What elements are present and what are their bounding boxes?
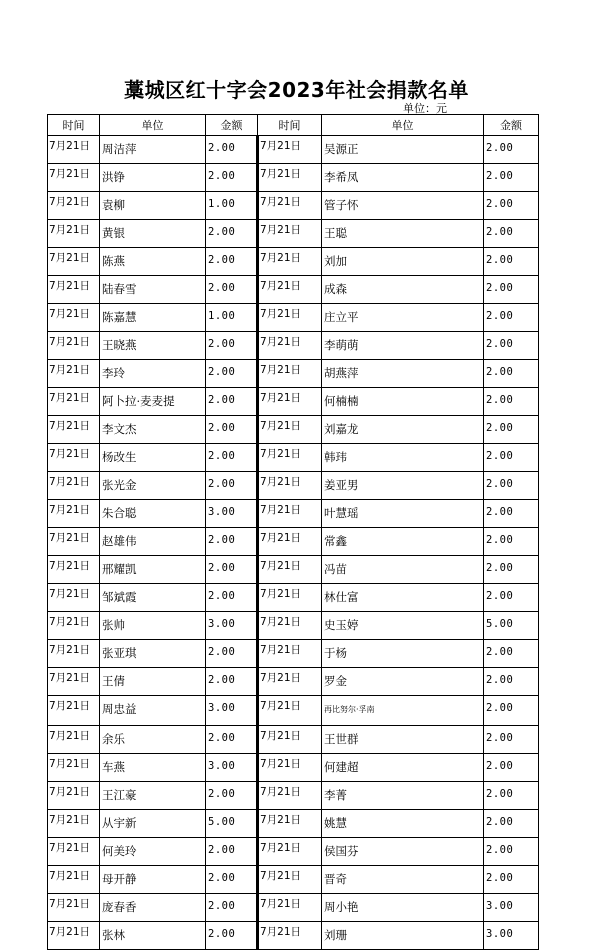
date-cell: 7月21日 [258, 528, 322, 556]
donor-cell: 韩玮 [322, 444, 484, 472]
amount-cell: 2.00 [206, 838, 258, 866]
date-cell: 7月21日 [48, 726, 100, 754]
table-row [48, 810, 539, 838]
donor-cell: 管子怀 [322, 192, 484, 220]
date-cell: 7月21日 [258, 444, 322, 472]
unit-note: 单位：元 [403, 102, 447, 115]
donor-cell: 刘珊 [322, 922, 484, 950]
donor-cell: 成森 [322, 276, 484, 304]
amount-cell: 2.00 [206, 472, 258, 500]
amount-cell: 3.00 [206, 754, 258, 782]
donor-cell: 母开静 [100, 866, 206, 894]
amount-cell: 2.00 [484, 220, 539, 248]
amount-cell: 2.00 [206, 922, 258, 950]
amount-cell: 2.00 [206, 584, 258, 612]
table-row [48, 472, 539, 500]
donor-cell: 余乐 [100, 726, 206, 754]
page-title: 藁城区红十字会2023年社会捐款名单 [124, 78, 469, 102]
header-amount: 金额 [206, 115, 258, 136]
donor-cell: 张帅 [100, 612, 206, 640]
date-cell: 7月21日 [258, 922, 322, 950]
donor-cell: 罗金 [322, 668, 484, 696]
amount-cell: 2.00 [206, 220, 258, 248]
donor-cell: 黄银 [100, 220, 206, 248]
amount-cell: 2.00 [206, 136, 258, 164]
donor-cell: 张光金 [100, 472, 206, 500]
date-cell: 7月21日 [48, 500, 100, 528]
date-cell: 7月21日 [48, 388, 100, 416]
donor-cell: 姚慧 [322, 810, 484, 838]
date-cell: 7月21日 [258, 612, 322, 640]
table-row [48, 220, 539, 248]
donor-cell: 李希凤 [322, 164, 484, 192]
table-row [48, 444, 539, 472]
date-cell: 7月21日 [48, 136, 100, 164]
donor-cell: 再比努尔·孚南 [322, 696, 484, 726]
donor-cell: 庞春香 [100, 894, 206, 922]
date-cell: 7月21日 [48, 754, 100, 782]
amount-cell: 2.00 [484, 276, 539, 304]
amount-cell: 2.00 [484, 304, 539, 332]
donor-cell: 赵雄伟 [100, 528, 206, 556]
donor-cell: 邹斌霞 [100, 584, 206, 612]
date-cell: 7月21日 [48, 360, 100, 388]
date-cell: 7月21日 [258, 332, 322, 360]
amount-cell: 2.00 [206, 668, 258, 696]
header-amount: 金额 [484, 115, 539, 136]
table-row [48, 276, 539, 304]
donor-cell: 姜亚男 [322, 472, 484, 500]
table-row [48, 500, 539, 528]
amount-cell: 2.00 [484, 360, 539, 388]
amount-cell: 2.00 [484, 500, 539, 528]
donor-cell: 常鑫 [322, 528, 484, 556]
date-cell: 7月21日 [258, 866, 322, 894]
date-cell: 7月21日 [48, 838, 100, 866]
header-donor: 单位 [100, 115, 206, 136]
amount-cell: 2.00 [206, 164, 258, 192]
date-cell: 7月21日 [48, 276, 100, 304]
date-cell: 7月21日 [48, 894, 100, 922]
donor-cell: 李文杰 [100, 416, 206, 444]
table-row [48, 584, 539, 612]
date-cell: 7月21日 [48, 922, 100, 950]
table-row [48, 668, 539, 696]
date-cell: 7月21日 [258, 640, 322, 668]
date-cell: 7月21日 [258, 416, 322, 444]
donor-cell: 杨改生 [100, 444, 206, 472]
table-row [48, 866, 539, 894]
donor-cell: 王世群 [322, 726, 484, 754]
donor-cell: 从宇新 [100, 810, 206, 838]
table-row [48, 360, 539, 388]
date-cell: 7月21日 [48, 472, 100, 500]
amount-cell: 2.00 [484, 192, 539, 220]
date-cell: 7月21日 [258, 276, 322, 304]
date-cell: 7月21日 [48, 248, 100, 276]
amount-cell: 2.00 [206, 332, 258, 360]
donor-cell: 周洁萍 [100, 136, 206, 164]
date-cell: 7月21日 [258, 472, 322, 500]
date-cell: 7月21日 [258, 838, 322, 866]
table-row [48, 894, 539, 922]
date-cell: 7月21日 [48, 416, 100, 444]
date-cell: 7月21日 [258, 360, 322, 388]
amount-cell: 2.00 [206, 528, 258, 556]
table-row [48, 304, 539, 332]
date-cell: 7月21日 [258, 696, 322, 726]
amount-cell: 2.00 [484, 810, 539, 838]
amount-cell: 3.00 [206, 612, 258, 640]
amount-cell: 5.00 [484, 612, 539, 640]
date-cell: 7月21日 [258, 584, 322, 612]
table-row [48, 726, 539, 754]
donor-cell: 何建超 [322, 754, 484, 782]
donor-cell: 何楠楠 [322, 388, 484, 416]
date-cell: 7月21日 [258, 894, 322, 922]
donor-cell: 陆春雪 [100, 276, 206, 304]
date-cell: 7月21日 [258, 192, 322, 220]
date-cell: 7月21日 [258, 668, 322, 696]
donor-cell: 何美玲 [100, 838, 206, 866]
date-cell: 7月21日 [258, 782, 322, 810]
date-cell: 7月21日 [48, 584, 100, 612]
date-cell: 7月21日 [258, 220, 322, 248]
donor-cell: 王晓燕 [100, 332, 206, 360]
donor-cell: 刘加 [322, 248, 484, 276]
amount-cell: 2.00 [206, 444, 258, 472]
table-row [48, 528, 539, 556]
date-cell: 7月21日 [48, 332, 100, 360]
amount-cell: 2.00 [484, 668, 539, 696]
amount-cell: 2.00 [206, 726, 258, 754]
date-cell: 7月21日 [48, 556, 100, 584]
table-row [48, 782, 539, 810]
donor-cell: 陈燕 [100, 248, 206, 276]
date-cell: 7月21日 [48, 866, 100, 894]
table-row [48, 192, 539, 220]
donation-table [47, 114, 539, 950]
donor-cell: 张林 [100, 922, 206, 950]
date-cell: 7月21日 [258, 810, 322, 838]
donor-cell: 阿卜拉·麦麦提 [100, 388, 206, 416]
donor-cell: 李玲 [100, 360, 206, 388]
table-row [48, 556, 539, 584]
donor-cell: 洪铮 [100, 164, 206, 192]
donor-cell: 周小艳 [322, 894, 484, 922]
donor-cell: 车燕 [100, 754, 206, 782]
donor-cell: 胡燕萍 [322, 360, 484, 388]
date-cell: 7月21日 [258, 726, 322, 754]
amount-cell: 2.00 [484, 754, 539, 782]
donor-cell: 吴源正 [322, 136, 484, 164]
amount-cell: 2.00 [206, 782, 258, 810]
amount-cell: 2.00 [206, 556, 258, 584]
donor-cell: 叶慧瑶 [322, 500, 484, 528]
amount-cell: 2.00 [484, 332, 539, 360]
amount-cell: 2.00 [206, 640, 258, 668]
amount-cell: 1.00 [206, 192, 258, 220]
amount-cell: 2.00 [484, 640, 539, 668]
table-row [48, 332, 539, 360]
amount-cell: 2.00 [484, 782, 539, 810]
amount-cell: 2.00 [484, 136, 539, 164]
amount-cell: 2.00 [484, 416, 539, 444]
date-cell: 7月21日 [48, 668, 100, 696]
table-row [48, 248, 539, 276]
date-cell: 7月21日 [258, 304, 322, 332]
donor-cell: 张亚琪 [100, 640, 206, 668]
amount-cell: 2.00 [206, 276, 258, 304]
table-row [48, 416, 539, 444]
amount-cell: 2.00 [484, 584, 539, 612]
donor-cell: 刘嘉龙 [322, 416, 484, 444]
donor-cell: 李萌萌 [322, 332, 484, 360]
amount-cell: 3.00 [206, 696, 258, 726]
date-cell: 7月21日 [48, 220, 100, 248]
amount-cell: 2.00 [484, 696, 539, 726]
header-date: 时间 [48, 115, 100, 136]
header-date: 时间 [258, 115, 322, 136]
date-cell: 7月21日 [258, 164, 322, 192]
donor-cell: 邢耀凯 [100, 556, 206, 584]
amount-cell: 5.00 [206, 810, 258, 838]
donor-cell: 周忠益 [100, 696, 206, 726]
table-row [48, 696, 539, 726]
date-cell: 7月21日 [48, 528, 100, 556]
table-row [48, 922, 539, 950]
header-donor: 单位 [322, 115, 484, 136]
amount-cell: 2.00 [206, 248, 258, 276]
amount-cell: 2.00 [484, 528, 539, 556]
date-cell: 7月21日 [258, 248, 322, 276]
table-row [48, 164, 539, 192]
donor-cell: 王江豪 [100, 782, 206, 810]
amount-cell: 2.00 [206, 388, 258, 416]
donor-cell: 晋奇 [322, 866, 484, 894]
amount-cell: 2.00 [484, 248, 539, 276]
amount-cell: 2.00 [484, 866, 539, 894]
amount-cell: 2.00 [206, 360, 258, 388]
table-row [48, 838, 539, 866]
amount-cell: 2.00 [484, 444, 539, 472]
amount-cell: 2.00 [206, 894, 258, 922]
donor-cell: 陈嘉慧 [100, 304, 206, 332]
date-cell: 7月21日 [48, 304, 100, 332]
date-cell: 7月21日 [48, 192, 100, 220]
donor-cell: 冯苗 [322, 556, 484, 584]
date-cell: 7月21日 [258, 136, 322, 164]
amount-cell: 3.00 [484, 894, 539, 922]
amount-cell: 2.00 [206, 866, 258, 894]
amount-cell: 2.00 [484, 388, 539, 416]
date-cell: 7月21日 [258, 556, 322, 584]
date-cell: 7月21日 [48, 810, 100, 838]
table-row [48, 754, 539, 782]
donor-cell: 李菁 [322, 782, 484, 810]
date-cell: 7月21日 [258, 500, 322, 528]
amount-cell: 2.00 [206, 416, 258, 444]
donor-cell: 朱合聪 [100, 500, 206, 528]
donor-cell: 林仕富 [322, 584, 484, 612]
date-cell: 7月21日 [48, 640, 100, 668]
amount-cell: 2.00 [484, 164, 539, 192]
donor-cell: 于杨 [322, 640, 484, 668]
table-row [48, 388, 539, 416]
table-row [48, 136, 539, 164]
amount-cell: 1.00 [206, 304, 258, 332]
table-row [48, 612, 539, 640]
amount-cell: 2.00 [484, 556, 539, 584]
donor-cell: 袁柳 [100, 192, 206, 220]
donor-cell: 王倩 [100, 668, 206, 696]
amount-cell: 3.00 [206, 500, 258, 528]
header-row [48, 115, 539, 136]
donor-cell: 庄立平 [322, 304, 484, 332]
table-row [48, 640, 539, 668]
date-cell: 7月21日 [48, 782, 100, 810]
date-cell: 7月21日 [258, 388, 322, 416]
amount-cell: 2.00 [484, 726, 539, 754]
amount-cell: 2.00 [484, 472, 539, 500]
amount-cell: 3.00 [484, 922, 539, 950]
date-cell: 7月21日 [48, 612, 100, 640]
date-cell: 7月21日 [48, 444, 100, 472]
date-cell: 7月21日 [258, 754, 322, 782]
date-cell: 7月21日 [48, 696, 100, 726]
donor-cell: 史玉婷 [322, 612, 484, 640]
amount-cell: 2.00 [484, 838, 539, 866]
date-cell: 7月21日 [48, 164, 100, 192]
donor-cell: 侯国芬 [322, 838, 484, 866]
donor-cell: 王聪 [322, 220, 484, 248]
